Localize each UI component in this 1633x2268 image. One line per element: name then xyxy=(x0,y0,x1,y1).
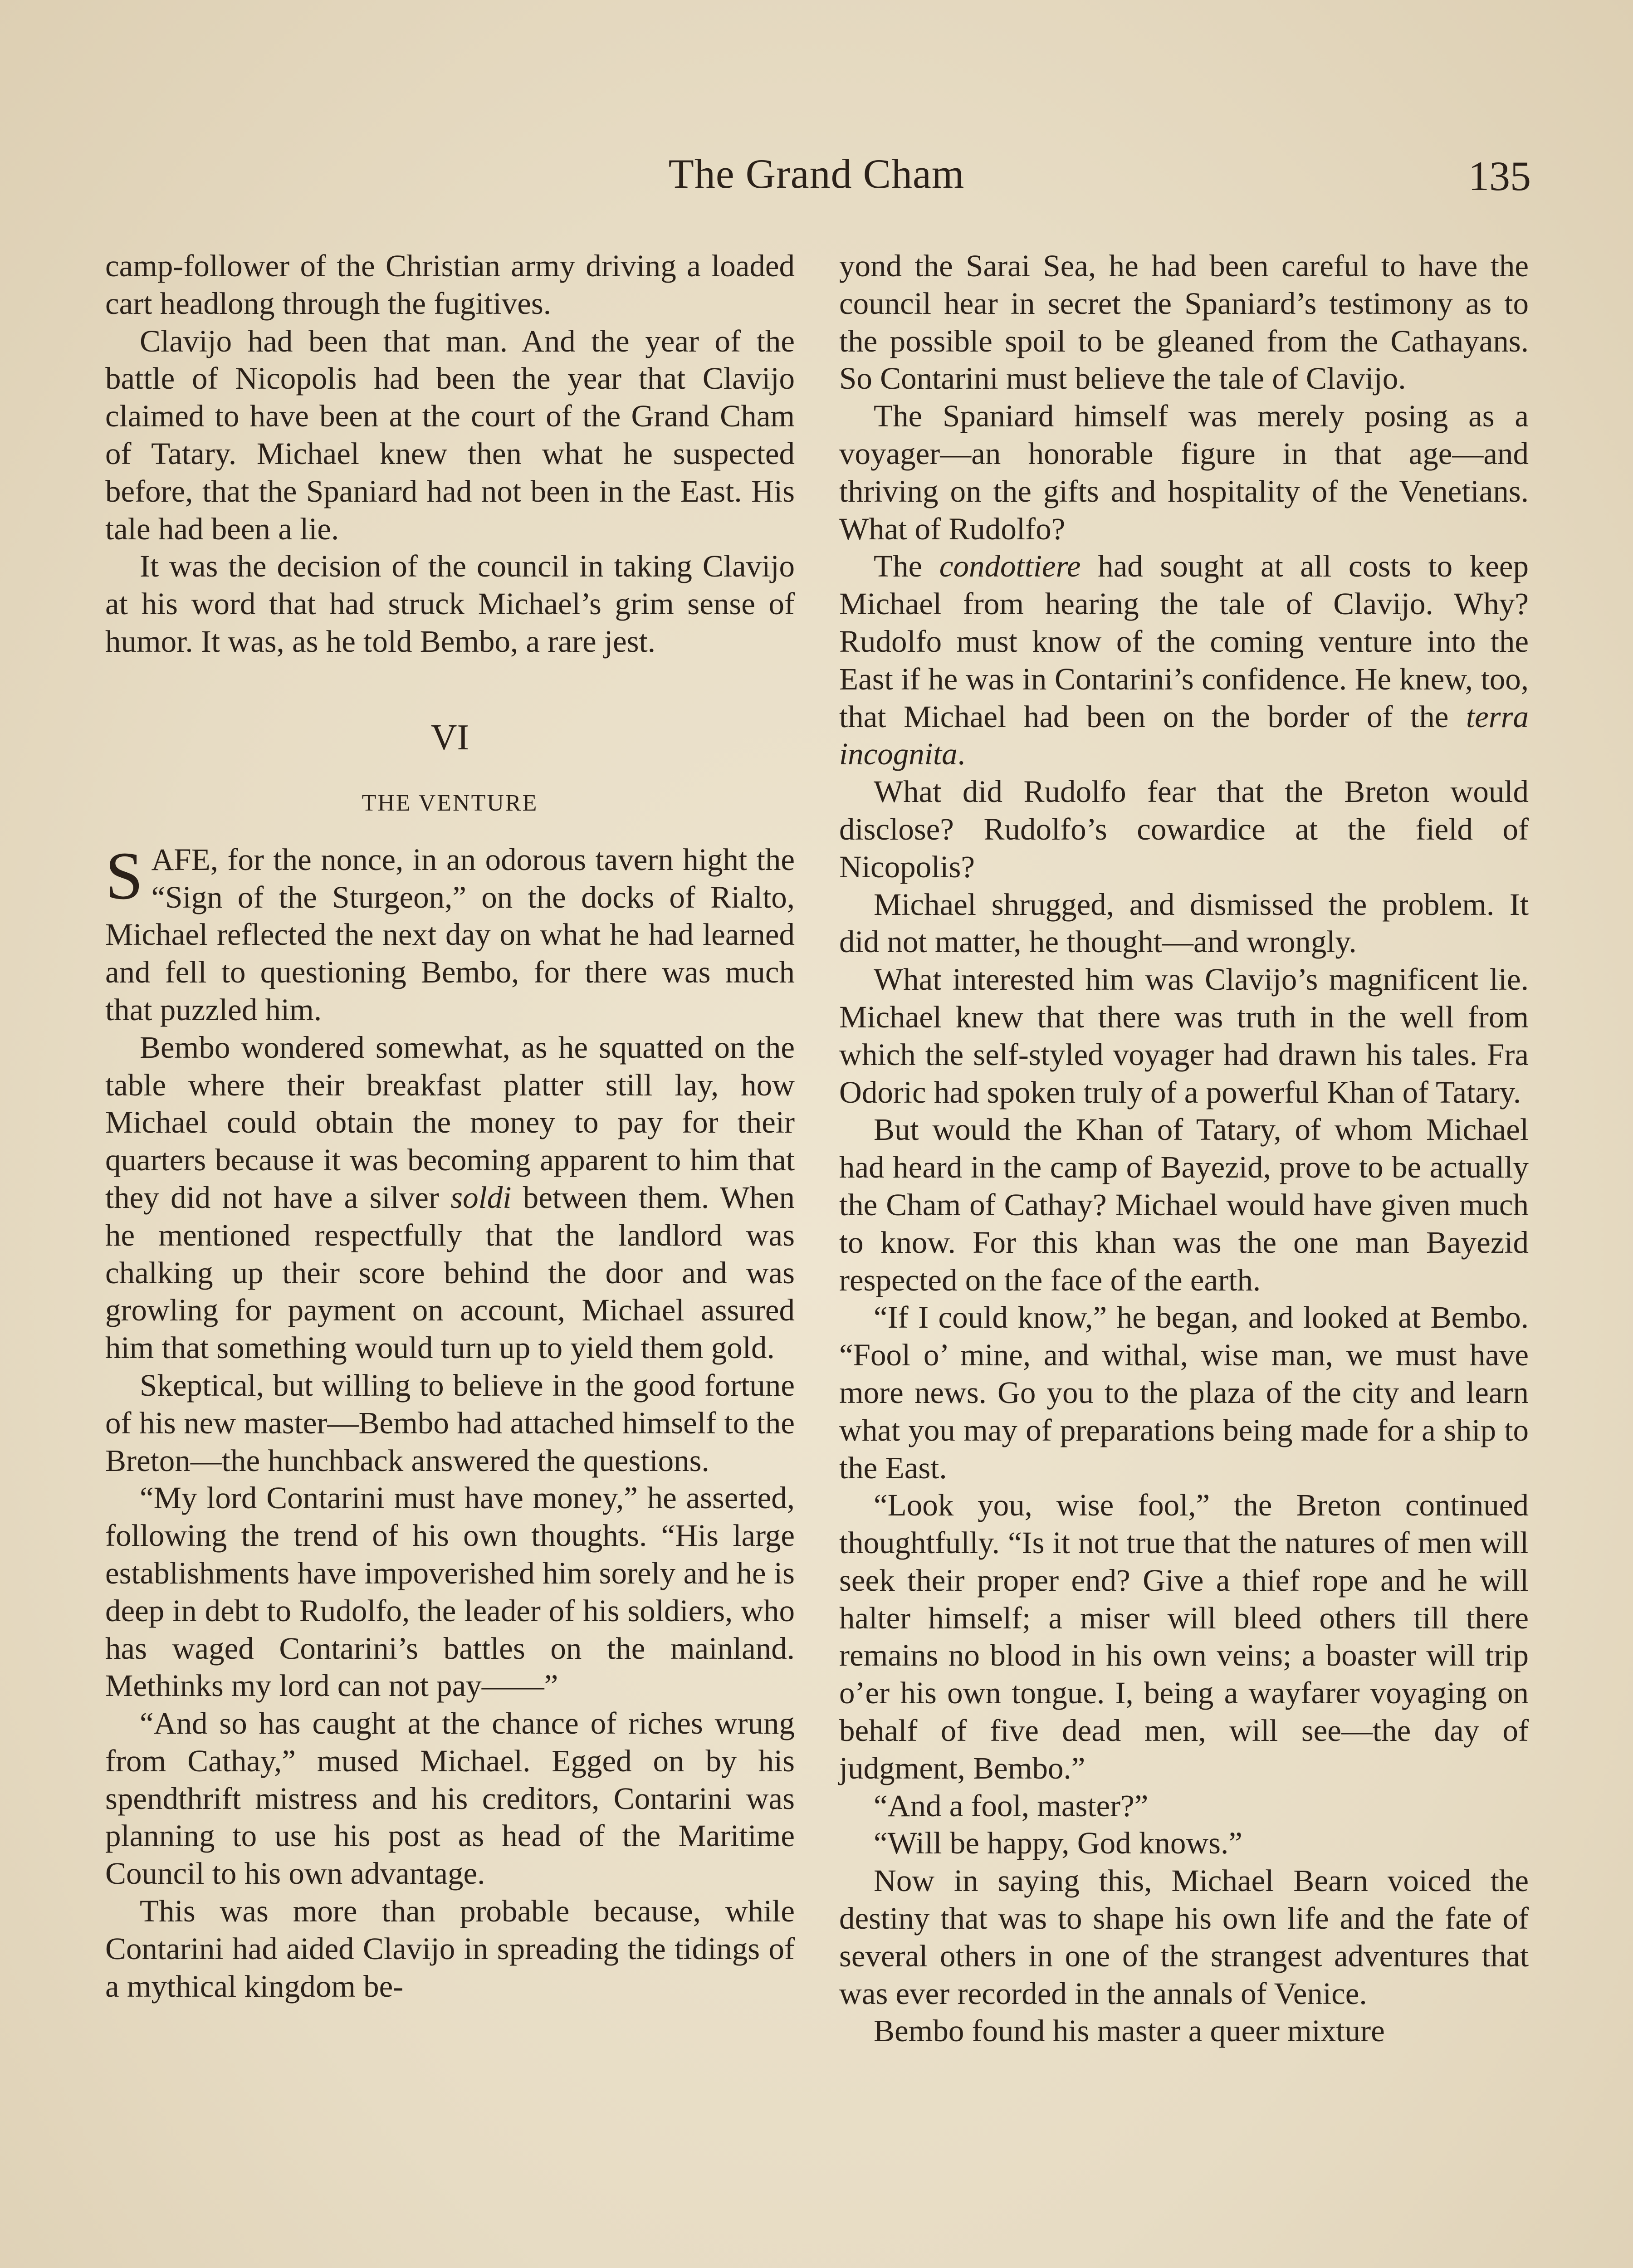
paragraph: This was more than probable because, while Contarini had aided Clavijo in spreading the tidings of a mythical kingdom be- xyxy=(105,1894,795,2004)
chapter-opening-paragraph xyxy=(105,838,795,1029)
paragraph: What interested him was Clavijo’s magnificent lie. Michael knew that there was truth in the well from which the self-styled voyager had drawn his tales. Fra Odoric had spoken truly of a powerful Khan of Tatary. xyxy=(839,962,1529,1110)
paragraph xyxy=(105,1029,795,1367)
paragraph: It was the decision of the council in taking Clavijo at his word that had struck Michael’s grim sense of humor. It was, as he told Bembo, a rare jest. xyxy=(105,549,795,659)
right-text-column xyxy=(839,247,1529,2050)
paragraph: Skeptical, but willing to believe in the good fortune of his new master—Bembo had attached himself to the Breton—the hunchback answered the questions. xyxy=(105,1368,795,1478)
italic-word: soldi xyxy=(450,1180,512,1215)
left-text-column xyxy=(105,247,795,2005)
chapter-number: VI xyxy=(430,717,469,758)
paragraph: “If I could know,” he began, and looked at Bembo. “Fool o’ mine, and withal, wise man, we must have more news. Go you to the plaza of the city and learn what you may of preparations being made for a ship to the East. xyxy=(839,1300,1529,1485)
paragraph-text: had sought at all costs to keep Michael from hearing the tale of Clavijo. Why? Rudolfo must know of the coming venture into the East if he was in Contarini’s confidence. He knew, too, that Michael had been on the border of the xyxy=(839,549,1529,734)
page-number: 135 xyxy=(1468,153,1531,199)
paragraph: “And a fool, master?” xyxy=(874,1788,1149,1823)
paragraph-text: AFE, for the nonce, in an odorous tavern hight the “Sign of the Sturgeon,” on the docks of Rialto, Michael reflected the next day on what he had learned and fell to questioning Bembo, for there was much that puzzled him. xyxy=(105,842,795,1027)
drop-cap: S xyxy=(105,838,143,914)
italic-word: condottiere xyxy=(939,549,1081,584)
chapter-title: THE VENTURE xyxy=(362,790,538,816)
italic-phrase: terra incognita xyxy=(839,699,1529,772)
paragraph: But would the Khan of Tatary, of whom Michael had heard in the camp of Bayezid, prove to be actually the Cham of Cathay? Michael would have given much to know. For this khan was the one man Bayezid respected on the face of the earth. xyxy=(839,1112,1529,1297)
paragraph: camp-follower of the Christian army driving a loaded cart headlong through the fugitives. xyxy=(105,249,795,321)
paragraph xyxy=(839,547,1529,773)
paragraph: “My lord Contarini must have money,” he asserted, following the trend of his own thoughts. “His large establishments have impoverished him sorely and he is deep in debt to Rudolfo, the leader of his soldiers, who has waged Contarini’s battles on the mainland. Methinks my lord can not pay——” xyxy=(105,1481,795,1703)
paragraph: “Look you, wise fool,” the Breton continued thoughtfully. “Is it not true that the natures of men will seek their proper end? Give a thief rope and he will halter himself; a miser will bleed others till there remains no blood in his own veins; a boaster will trip o’er his own tongue. I, being a wayfarer voyaging on behalf of five dead men, will see—the day of judgment, Bembo.” xyxy=(839,1488,1529,1785)
paragraph: Now in saying this, Michael Bearn voiced the destiny that was to shape his own life and the fate of several others in one of the strangest adventures that was ever recorded in the annals of Venice. xyxy=(839,1863,1529,2011)
paragraph: “Will be happy, God knows.” xyxy=(874,1826,1242,1861)
paragraph: “And so has caught at the chance of riches wrung from Cathay,” mused Michael. Egged on by his spendthrift mistress and his creditors, Contarini was planning to use his post as head of the Maritime Council to his own advantage. xyxy=(105,1706,795,1891)
paragraph: Michael shrugged, and dismissed the problem. It did not matter, he thought—and wrongly. xyxy=(839,887,1529,959)
paragraph: The Spaniard himself was merely posing as a voyager—an honorable figure in that age—and thriving on the gifts and hospitality of the Venetians. What of Rudolfo? xyxy=(839,399,1529,546)
running-header-title: The Grand Cham xyxy=(668,151,965,197)
paragraph: yond the Sarai Sea, he had been careful to have the council hear in secret the Spaniard’s testimony as to the possible spoil to be gleaned from the Cathayans. So Contarini must believe the tale of Clavijo. xyxy=(839,249,1529,396)
paragraph-text: The xyxy=(874,549,939,584)
paragraph: What did Rudolfo fear that the Breton would disclose? Rudolfo’s cowardice at the field of Nicopolis? xyxy=(839,774,1529,884)
paragraph: Clavijo had been that man. And the year of the battle of Nicopolis had been the year that Clavijo claimed to have been at the court of the Grand Cham of Tatary. Michael knew then what he suspected before, that the Spaniard had not been in the East. His tale had been a lie. xyxy=(105,323,795,546)
paragraph-text: between them. When he mentioned respectfully that the landlord was chalking up their score behind the door and was growling for payment on account, Michael assured him that something would turn up to yield them gold. xyxy=(105,1180,795,1365)
paragraph-text: Bembo wondered somewhat, as he squatted on the table where their breakfast platter still lay, how Michael could obtain the money to pay for their quarters because it was becoming apparent to him that they did not have a silver xyxy=(105,1030,795,1215)
paragraph: Bembo found his master a queer mixture xyxy=(874,2014,1385,2048)
paragraph-text: . xyxy=(957,737,965,772)
